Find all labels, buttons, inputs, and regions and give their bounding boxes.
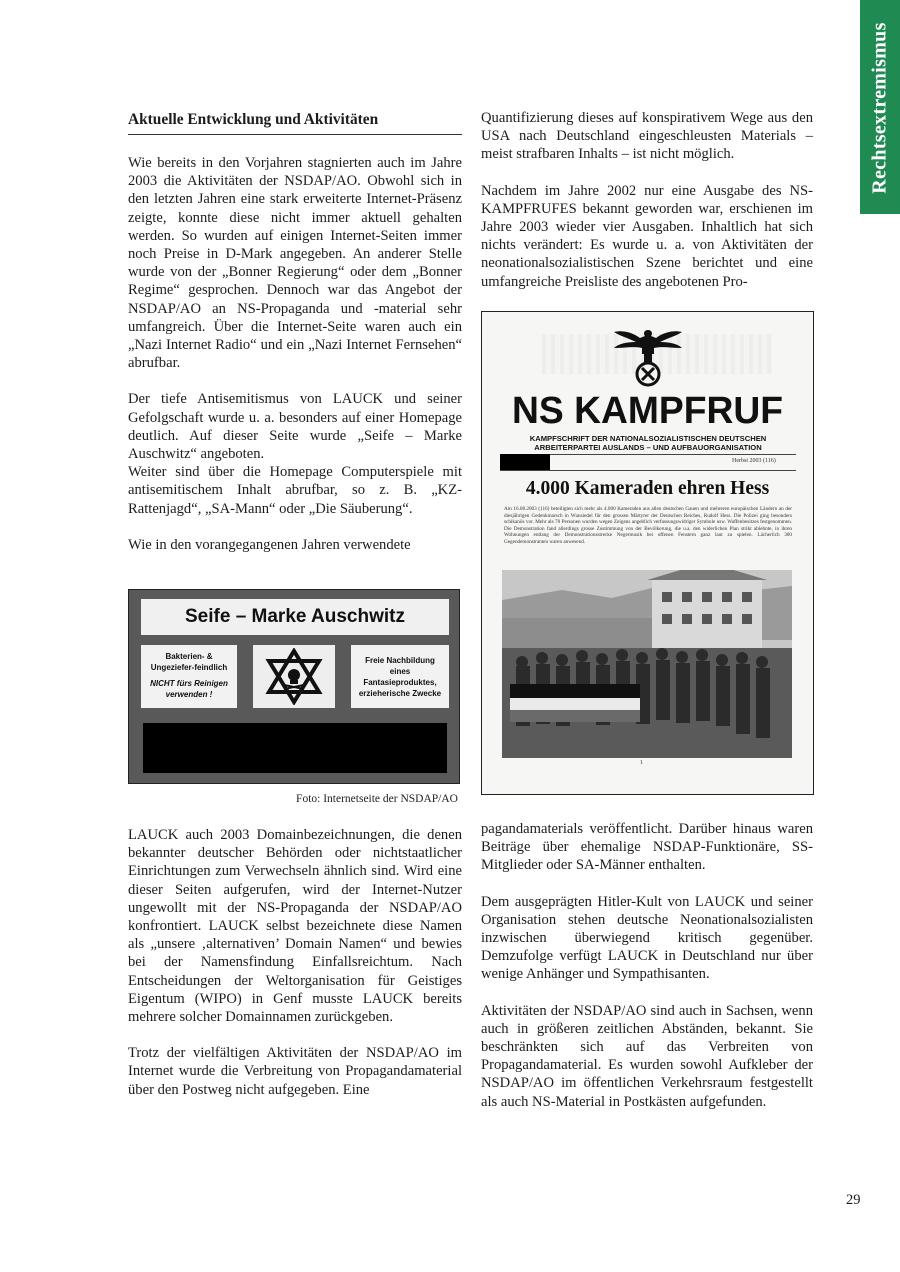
soap-label-right: Freie Nachbildung eines Fantasieproduktes, erzieherische Zwecke [351,645,449,708]
paragraph: Wie bereits in den Vorjahren stagnierten auch im Jahre 2003 die Aktivitäten der NSDAP/AO. Obwohl sich in den letzten Jahren eine stark erweiterte Internet-Präsenz zeigte, konnte diese nicht immer aktuell gehalten werden. So wurden auf einigen Internet-Seiten immer noch Preise in D-Mark angegeben. An anderer Stelle wurde von der „Bonner Regierung“ oder dem „Bonner Regime“ gesprochen. Dennoch war das Angebot der NSDAP/AO an NS-Propaganda und -material sehr umfangreich. Über die Internet-Seite waren auch ein „Nazi Internet Radio“ und ein „Nazi Internet Fernsehen“ abrufbar. [128,155,462,372]
eagle-emblem-icon [610,324,686,388]
left-column-bottom [128,826,462,1117]
paragraph: Trotz der vielfältigen Aktivitäten der NSDAP/AO im Internet wurde die Verbreitung von Propagandamaterial über den Postweg nicht aufgegeben. Eine [128,1045,462,1098]
soap-title: Seife – Marke Auschwitz [141,599,449,635]
march-photo [502,570,792,758]
soap-label-left-line2: NICHT fürs Reinigen verwenden ! [150,679,228,699]
issue-label: Herbst 2003 (116) [732,458,776,464]
paragraph: Nachdem im Jahre 2002 nur eine Ausgabe des NS-KAMPFRUFES bekannt geworden war, erschienen im Jahre 2003 wieder vier Ausgaben. Inhaltlich hat sich nichts verändert: Es wurde u. a. von Aktivitäten der neonationalsozialistischen Szene berichtet und eine umfangreiche Preisliste des angebotenen Pro- [481,182,813,290]
divider [500,470,796,471]
newspaper-masthead: NS KAMPFRUF [511,390,784,432]
soap-image [128,589,460,784]
page-number: 29 [846,1192,861,1208]
image-caption: Foto: Internetseite der NSDAP/AO [296,793,458,805]
paragraph: Quantifizierung dieses auf konspirativem Wege aus den USA nach Deutschland eingeschleusten Materials – meist strafbaren Inhalts – ist nicht möglich. [481,110,813,163]
star-of-david-icon [256,648,332,705]
redaction-bar [143,723,447,773]
newspaper-subtitle-line1: KAMPFSCHRIFT DER NATIONALSOZIALISTISCHEN DEUTSCHEN [529,434,767,443]
section-tab-label: Rechtsextremismus [868,22,891,194]
paragraph: Der tiefe Antisemitismus von LAUCK und seiner Gefolgschaft wurde u. a. besonders auf einer Homepage deutlich. Auf dieser Seite wurde „Seife – Marke Auschwitz“ angeboten. [128,391,462,463]
newspaper-image [481,311,814,795]
paragraph: Wie in den vorangegangenen Jahren verwendete [128,536,411,553]
soap-label-left-line1: Bakterien- & Ungeziefer-feindlich [150,652,228,672]
newspaper-subtitle [502,434,794,452]
section-tab [860,0,900,214]
right-column-top [481,109,813,309]
crowd-photo-graphic [502,570,792,758]
paragraph: pagandamaterials veröffentlicht. Darüber hinaus waren Beiträge über ehemalige NSDAP-Funktionäre, SS-Mitglieder oder SA-Männer enthalten. [481,821,813,874]
newspaper-body-text: Am 16.08.2003 (116) beteiligten sich mehr als 4.000 Kameraden aus allen deutschen Gauen und mehreren europäischen Ländern an der diesjährigen Gedenkmarsch in Wunsiedel für den grossen Märtyrer der Deutschen Reiches, Rudolf Hess. Die Polizei ging besonders schikanös vor. Mehr als 70 Personen wurden wegen Zeigens angeblich verfassungswidriger Symbole usw. Waffenbesitzes festgenommen. Die Demonstration fand allerdings grosse Zustimmung von der Bevölkerung, die u.a. den widerlichen Plan strikt ablehnte, in ihren Wohnungen entlang der Demonstrationsstrecke Negermusik bei offenen Fenstern ganz laut zu spielen. Lächerlich 300 Gegendemonstranten waren anwesend. [504,506,792,545]
paragraph: LAUCK auch 2003 Domainbezeichnungen, die denen bekannter deutscher Behörden oder nichtstaatlicher Einrichtungen zum Verwechseln ähnlich sind. Wird eine dieser Seiten aufgerufen, wird der Internet-Nutzer ungewollt mit der NS-Propaganda der NSDAP/AO konfrontiert. LAUCK selbst bezeichnete diese Namen als „unsere ‚alternativen’ Domain Namen“ und bewies bei der Namensfindung Einfallsreichtum. Nach Entscheidungen der Weltorganisation für Geistiges Eigentum (WIPO) in Genf musste LAUCK bereits mehrere solcher Domainnamen zurückgeben. [128,827,462,1026]
newspaper-page-mark: 1 [640,760,643,766]
newspaper-headline: 4.000 Kameraden ehren Hess [525,478,770,499]
soap-label-left [141,645,237,708]
paragraph: Dem ausgeprägten Hitler-Kult von LAUCK und seiner Organisation stehen deutsche Neonationalsozialisten inzwischen überwiegend kritisch gegenüber. Demzufolge verfügt LAUCK in Deutschland nur über wenige Anhänger und Sympathisanten. [481,893,813,983]
paragraph: Aktivitäten der NSDAP/AO sind auch in Sachsen, wenn auch in größeren zeitlichen Abständen, bekannt. Sie beschränkten sich auf das Verbreiten von Propagandamaterial. Es wurden sowohl Aufkleber der NSDAP/AO im öffentlichen Verkehrsraum festgestellt als auch NS-Material in Postkästen aufgefunden. [481,1002,813,1110]
section-heading: Aktuelle Entwicklung und Aktivitäten [128,110,462,135]
redaction-bar [500,454,550,470]
left-column-top [128,110,462,572]
star-skull-emblem [253,645,335,708]
paragraph: Weiter sind über die Homepage Computerspiele mit antisemitischem Inhalt abrufbar, so z. B. „KZ-Rattenjagd“, „SA-Mann“ oder „Die Säuberung“. [128,464,462,517]
newspaper-subtitle-line2: ARBEITERPARTEI AUSLANDS – UND AUFBAUORGANISATION [534,443,762,452]
right-column-bottom [481,820,813,1129]
